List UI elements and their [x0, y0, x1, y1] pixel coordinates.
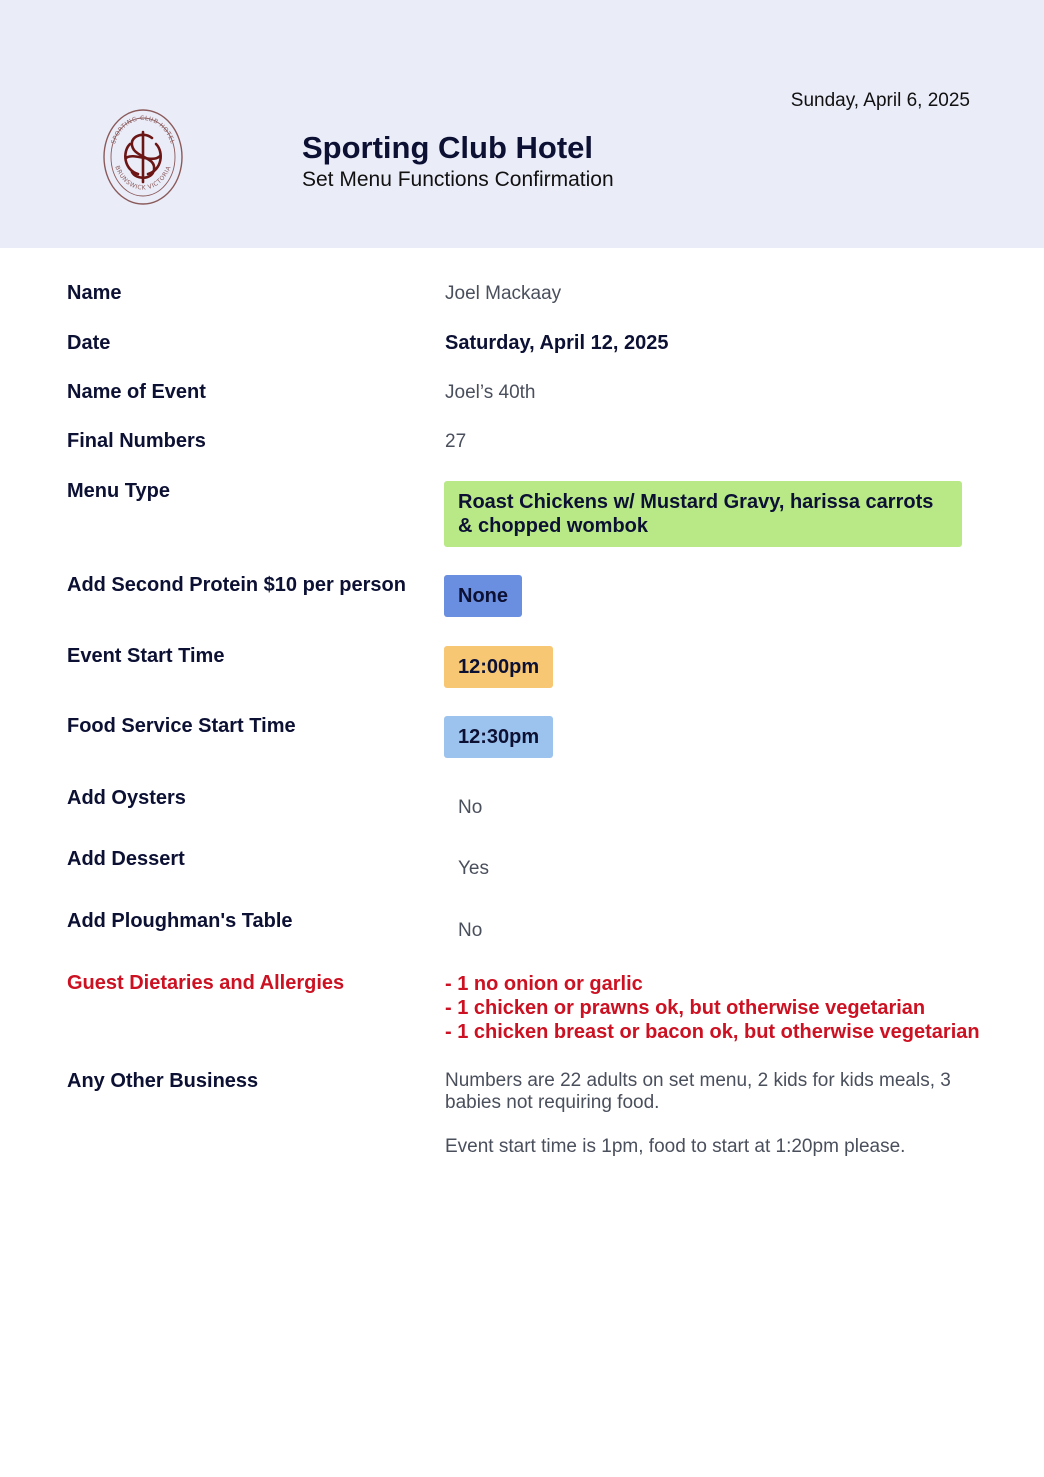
other-business-label: Any Other Business — [67, 1070, 259, 1092]
dietary-item: - 1 chicken or prawns ok, but otherwise vegetarian — [445, 997, 926, 1019]
second-protein-badge: None — [444, 575, 522, 617]
page-header — [0, 0, 1044, 248]
hotel-logo-icon — [102, 108, 184, 206]
other-business-value — [445, 1070, 985, 1180]
event-name-value: Joel’s 40th — [445, 382, 536, 403]
oysters-label: Add Oysters — [67, 787, 186, 809]
date-value: Saturday, April 12, 2025 — [445, 332, 669, 354]
dietaries-list — [445, 972, 980, 1044]
name-value: Joel Mackaay — [445, 283, 562, 304]
final-numbers-value: 27 — [445, 431, 467, 452]
other-business-paragraph: Event start time is 1pm, food to start at 1:20pm please. — [445, 1136, 906, 1157]
event-start-label: Event Start Time — [67, 645, 225, 667]
menu-type-label: Menu Type — [67, 480, 170, 502]
food-start-label: Food Service Start Time — [67, 715, 296, 737]
dessert-value: Yes — [458, 858, 489, 879]
ploughmans-value: No — [458, 920, 483, 941]
svg-text:BRUNSWICK VICTORIA: BRUNSWICK VICTORIA — [113, 164, 173, 192]
dietary-item: - 1 no onion or garlic — [445, 973, 643, 995]
oysters-value: No — [458, 797, 483, 818]
food-start-badge: 12:30pm — [444, 716, 553, 758]
dietary-item: - 1 chicken breast or bacon ok, but otherwise vegetarian — [445, 1021, 980, 1043]
dietaries-label: Guest Dietaries and Allergies — [67, 972, 345, 994]
event-start-badge: 12:00pm — [444, 646, 553, 688]
other-business-paragraph: Numbers are 22 adults on set menu, 2 kids for kids meals, 3 babies not requiring food. — [445, 1070, 951, 1113]
date-label: Date — [67, 332, 111, 354]
page-title: Sporting Club Hotel — [302, 130, 594, 165]
header-date: Sunday, April 6, 2025 — [790, 90, 970, 111]
menu-type-badge: Roast Chickens w/ Mustard Gravy, harissa carrots & chopped wombok — [444, 481, 962, 547]
event-name-label: Name of Event — [67, 381, 206, 403]
dessert-label: Add Dessert — [67, 848, 185, 870]
svg-text:SPORTING CLUB HOTEL: SPORTING CLUB HOTEL — [110, 114, 176, 145]
final-numbers-label: Final Numbers — [67, 430, 206, 452]
name-label: Name — [67, 282, 122, 304]
ploughmans-label: Add Ploughman's Table — [67, 910, 293, 932]
second-protein-label: Add Second Protein $10 per person — [67, 574, 406, 596]
page-subtitle: Set Menu Functions Confirmation — [302, 168, 614, 191]
